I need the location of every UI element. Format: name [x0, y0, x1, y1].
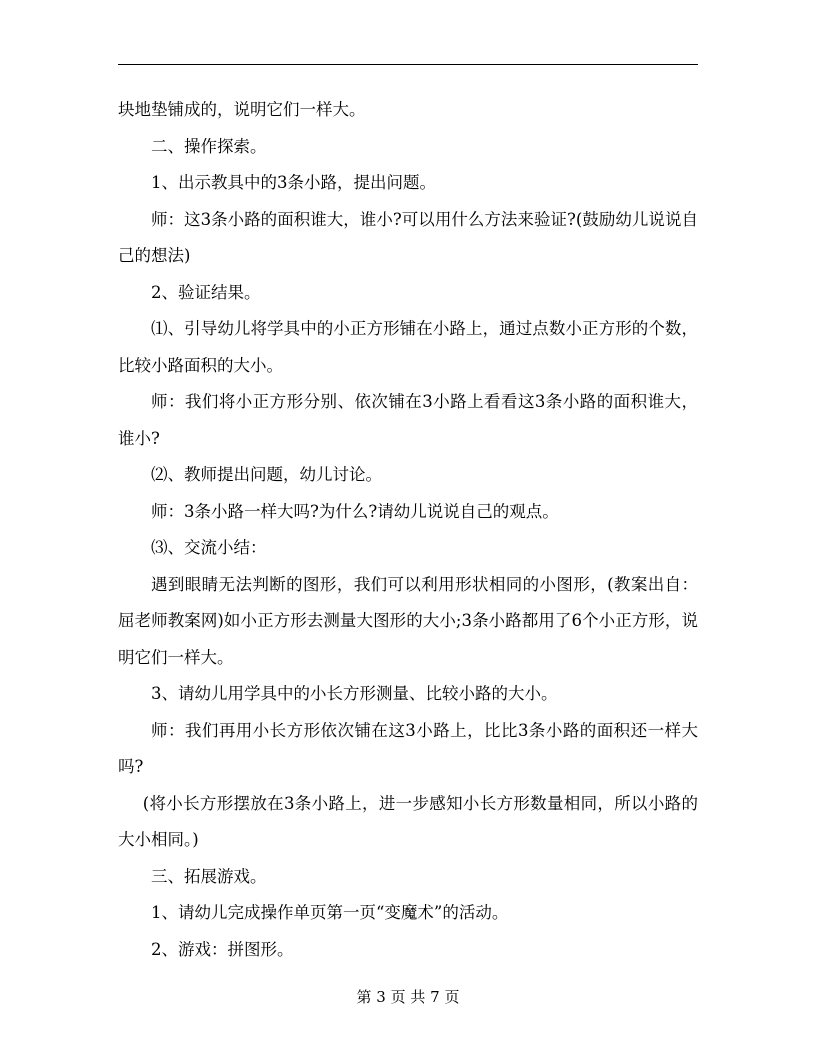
paragraph-6: ⑴、引导幼儿将学具中的小正方形铺在小路上，通过点数小正方形的个数，比较小路面积的大小。 [118, 319, 698, 375]
paragraph-5: 2、验证结果。 [151, 282, 261, 302]
paragraph-10: ⑶、交流小结： [151, 538, 267, 557]
paragraph-17: 2、游戏：拼图形。 [151, 939, 294, 959]
paragraph-11: 遇到眼睛无法判断的图形，我们可以利用形状相同的小图形，(教案出自：屈老师教案网)如小正方形去测量大图形的大小;3条小路都用了6个小正方形，说明它们一样大。 [118, 574, 698, 667]
paragraph-16: 1、请幼儿完成操作单页第一页“变魔术”的活动。 [151, 903, 509, 922]
paragraph-12: 3、请幼儿用学具中的小长方形测量、比较小路的大小。 [151, 684, 558, 703]
paragraph-8: ⑵、教师提出问题，幼儿讨论。 [151, 465, 382, 484]
header-rule [118, 64, 698, 65]
paragraph-9: 师：3条小路一样大吗?为什么?请幼儿说说自己的观点。 [151, 501, 559, 521]
paragraph-13: 师：我们再用小长方形依次铺在这3小路上，比比3条小路的面积还一样大吗? [118, 720, 698, 776]
paragraph-7: 师：我们将小正方形分别、依次铺在3小路上看看这3条小路的面积谁大，谁小? [118, 392, 698, 448]
paragraph-4: 师：这3条小路的面积谁大，谁小?可以用什么方法来验证?(鼓励幼儿说说自己的想法) [118, 209, 698, 265]
paragraph-1: 块地垫铺成的，说明它们一样大。 [118, 100, 366, 119]
paragraph-2: 二、操作探索。 [151, 136, 267, 156]
document-body [118, 92, 698, 968]
paragraph-3: 1、出示教具中的3条小路，提出问题。 [151, 173, 436, 192]
paragraph-14: (将小长方形摆放在3条小路上，进一步感知小长方形数量相同，所以小路的大小相同。) [118, 793, 698, 849]
paragraph-15: 三、拓展游戏。 [151, 866, 267, 886]
page-number: 第 3 页 共 7 页 [356, 988, 460, 1006]
